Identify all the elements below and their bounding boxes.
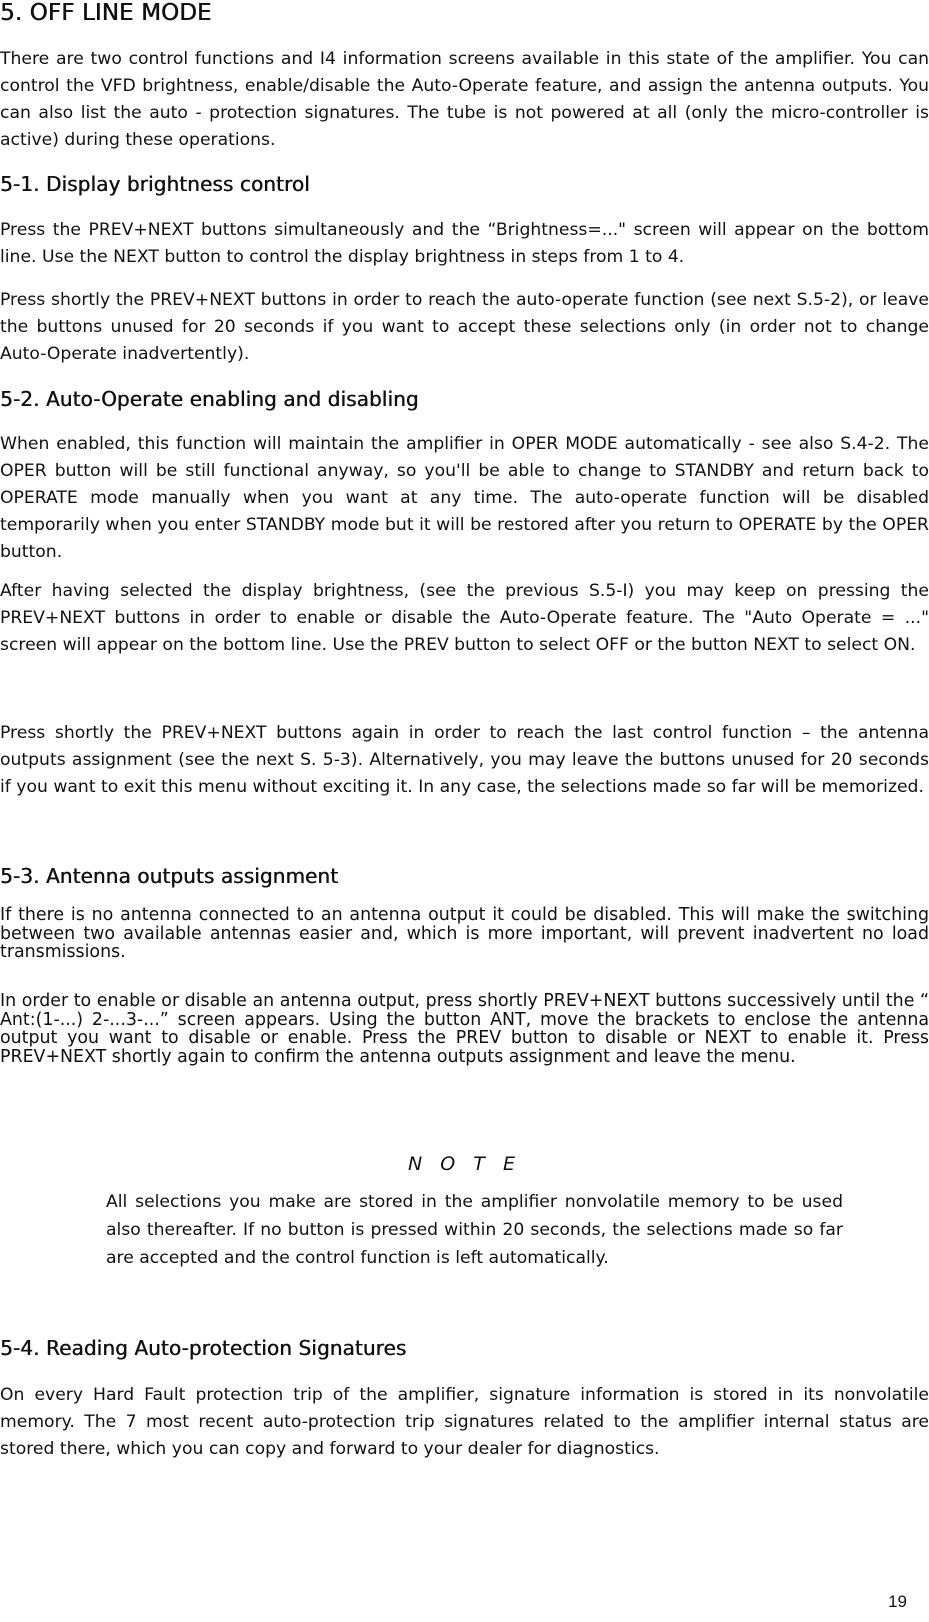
section-5-4-para-1: On every Hard Fault protection trip of the amplifier, signature information is stored in its nonvolatile memory. The 7 most recent auto-protection trip signatures related to the amplifier internal status are stored there, which you can copy and forward to your dealer for diagnostics. [0,1385,929,1459]
page-number: 19 [888,1592,907,1611]
section-5-4-title: 5-4. Reading Auto-protection Signatures [0,1336,407,1360]
section-5-intro: There are two control functions and I4 information screens available in this state of the amplifier. You can control the VFD brightness, enable/disable the Auto-Operate feature, and assign the antenna outputs. You can also list the auto - protection signatures. The tube is not powered at all (only the micro-controller is active) during these operations. [0,49,929,150]
section-5-3-para-1: If there is no antenna connected to an antenna output it could be disabled. This will make the switching between two available antennas easier and, which is more important, will prevent inadvertent no load transmissions. [0,905,929,962]
section-5-2-para-3: Press shortly the PREV+NEXT buttons again in order to reach the last control function – the antenna outputs assignment (see the next S. 5-3). Alternatively, you may leave the buttons unused for 20 seconds if you want to exit this menu without exciting it. In any case, the selections made so far will be memorized. [0,723,929,797]
section-5-3-para-2: In order to enable or disable an antenna output, press shortly PREV+NEXT buttons successively until the “ Ant:(1-...) 2-...3-...” screen appears. Using the button ANT, move the brackets to enclose the antenna output you want to disable or enable. Press the PREV button to disable or NEXT to enable it. Press PREV+NEXT shortly again to confirm the antenna outputs assignment and leave the menu. [0,991,929,1067]
section-5-1-title: 5-1. Display brightness control [0,172,310,196]
section-5-1-para-1: Press the PREV+NEXT buttons simultaneously and the “Brightness=..." screen will appear on the bottom line. Use the NEXT button to control the display brightness in steps from 1 to 4. [0,220,929,267]
section-5-1-para-2: Press shortly the PREV+NEXT buttons in order to reach the auto-operate function (see next S.5-2), or leave the buttons unused for 20 seconds if you want to accept these selections only (in order not to change Auto-Operate inadvertently). [0,290,929,364]
section-5-2-para-2: After having selected the display brightness, (see the previous S.5-I) you may keep on pressing the PREV+NEXT buttons in order to enable or disable the Auto-Operate feature. The "Auto Operate = ..." screen will appear on the bottom line. Use the PREV button to select OFF or the button NEXT to select ON. [0,581,929,655]
section-5-title: 5. OFF LINE MODE [0,0,212,26]
note-body: All selections you make are stored in the amplifier nonvolatile memory to be used also thereafter. If no button is pressed within 20 seconds, the selections made so far are accepted and the control function is left automatically. [106,1192,843,1268]
section-5-2-title: 5-2. Auto-Operate enabling and disabling [0,387,419,411]
section-5-2-para-1: When enabled, this function will maintain the amplifier in OPER MODE automatically - see also S.4-2. The OPER button will be still functional anyway, so you'll be able to change to STANDBY and return back to OPERATE mode manually when you want at any time. The auto-operate function will be disabled temporarily when you enter STANDBY mode but it will be restored after you return to OPERATE by the OPER button. [0,434,929,562]
section-5-3-title: 5-3. Antenna outputs assignment [0,864,339,888]
note-title: N O T E [408,1153,521,1175]
